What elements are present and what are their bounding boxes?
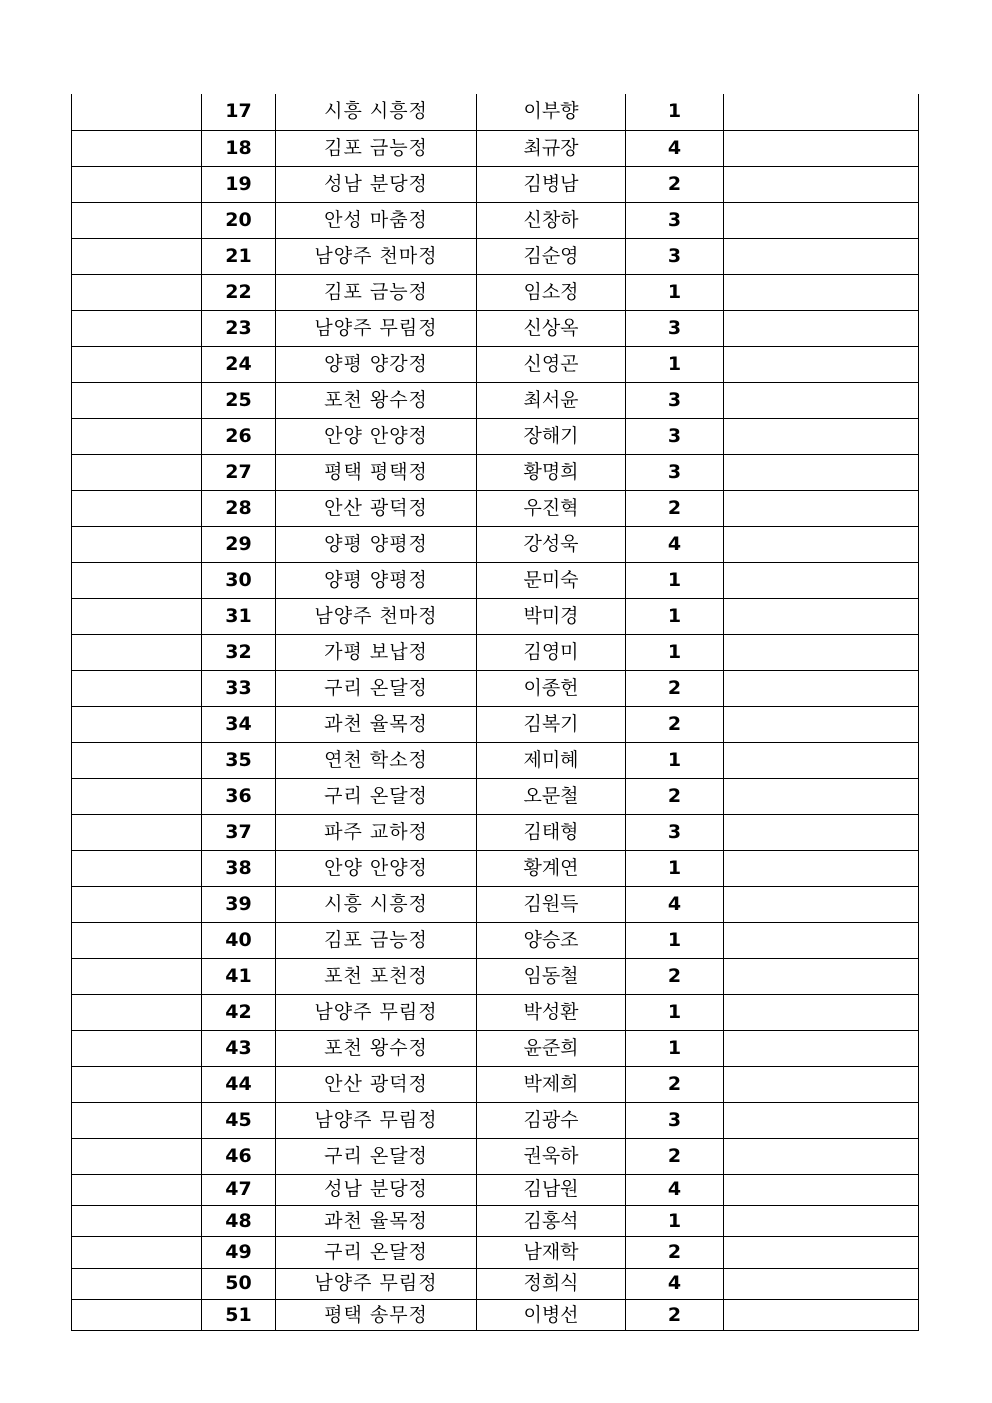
note-cell: [724, 562, 919, 598]
count-cell: 3: [626, 454, 724, 490]
name-cell: 김병남: [477, 166, 626, 202]
location-cell: 양평 양평정: [276, 562, 477, 598]
count-cell: 1: [626, 598, 724, 634]
blank-cell: [72, 130, 202, 166]
blank-cell: [72, 274, 202, 310]
note-cell: [724, 1138, 919, 1174]
table-row: [72, 94, 919, 130]
name-cell: 강성욱: [477, 526, 626, 562]
table-row: [72, 634, 919, 670]
blank-cell: [72, 598, 202, 634]
name-cell: 김복기: [477, 706, 626, 742]
note-cell: [724, 490, 919, 526]
note-cell: [724, 1300, 919, 1331]
blank-cell: [72, 778, 202, 814]
blank-cell: [72, 886, 202, 922]
table-row: [72, 562, 919, 598]
note-cell: [724, 166, 919, 202]
row-number-cell: 20: [202, 202, 276, 238]
row-number-cell: 31: [202, 598, 276, 634]
table-row: [72, 778, 919, 814]
location-cell: 남양주 무림정: [276, 310, 477, 346]
note-cell: [724, 814, 919, 850]
blank-cell: [72, 202, 202, 238]
row-number-cell: 25: [202, 382, 276, 418]
name-cell: 문미숙: [477, 562, 626, 598]
blank-cell: [72, 922, 202, 958]
blank-cell: [72, 1138, 202, 1174]
table-row: [72, 922, 919, 958]
location-cell: 과천 율목정: [276, 1205, 477, 1236]
row-number-cell: 42: [202, 994, 276, 1030]
table-row: [72, 418, 919, 454]
location-cell: 김포 금능정: [276, 922, 477, 958]
row-number-cell: 27: [202, 454, 276, 490]
table-row: [72, 958, 919, 994]
name-cell: 남재학: [477, 1237, 626, 1268]
row-number-cell: 51: [202, 1300, 276, 1331]
row-number-cell: 24: [202, 346, 276, 382]
name-cell: 장해기: [477, 418, 626, 454]
row-number-cell: 34: [202, 706, 276, 742]
count-cell: 3: [626, 1102, 724, 1138]
table-row: [72, 1138, 919, 1174]
location-cell: 시흥 시흥정: [276, 94, 477, 130]
row-number-cell: 45: [202, 1102, 276, 1138]
location-cell: 포천 왕수정: [276, 1030, 477, 1066]
note-cell: [724, 1237, 919, 1268]
name-cell: 김원득: [477, 886, 626, 922]
blank-cell: [72, 382, 202, 418]
note-cell: [724, 202, 919, 238]
blank-cell: [72, 1237, 202, 1268]
table-row: [72, 1237, 919, 1268]
table-row: [72, 1102, 919, 1138]
location-cell: 김포 금능정: [276, 130, 477, 166]
blank-cell: [72, 526, 202, 562]
blank-cell: [72, 490, 202, 526]
count-cell: 2: [626, 1066, 724, 1102]
count-cell: 4: [626, 1268, 724, 1299]
location-cell: 안양 안양정: [276, 418, 477, 454]
name-cell: 김영미: [477, 634, 626, 670]
blank-cell: [72, 454, 202, 490]
count-cell: 2: [626, 1138, 724, 1174]
blank-cell: [72, 1030, 202, 1066]
note-cell: [724, 850, 919, 886]
table-row: [72, 130, 919, 166]
row-number-cell: 28: [202, 490, 276, 526]
row-number-cell: 37: [202, 814, 276, 850]
row-number-cell: 36: [202, 778, 276, 814]
location-cell: 가평 보납정: [276, 634, 477, 670]
name-cell: 임소정: [477, 274, 626, 310]
location-cell: 성남 분당정: [276, 1174, 477, 1205]
note-cell: [724, 778, 919, 814]
count-cell: 1: [626, 562, 724, 598]
note-cell: [724, 382, 919, 418]
blank-cell: [72, 1268, 202, 1299]
count-cell: 3: [626, 814, 724, 850]
count-cell: 3: [626, 418, 724, 454]
name-cell: 권욱하: [477, 1138, 626, 1174]
blank-cell: [72, 670, 202, 706]
name-cell: 최서윤: [477, 382, 626, 418]
row-number-cell: 29: [202, 526, 276, 562]
location-cell: 김포 금능정: [276, 274, 477, 310]
note-cell: [724, 130, 919, 166]
name-cell: 이병선: [477, 1300, 626, 1331]
note-cell: [724, 526, 919, 562]
note-cell: [724, 1174, 919, 1205]
location-cell: 구리 온달정: [276, 670, 477, 706]
note-cell: [724, 454, 919, 490]
location-cell: 남양주 무림정: [276, 1102, 477, 1138]
count-cell: 2: [626, 958, 724, 994]
blank-cell: [72, 1066, 202, 1102]
location-cell: 시흥 시흥정: [276, 886, 477, 922]
name-cell: 신상옥: [477, 310, 626, 346]
location-cell: 평택 평택정: [276, 454, 477, 490]
count-cell: 1: [626, 1030, 724, 1066]
row-number-cell: 47: [202, 1174, 276, 1205]
note-cell: [724, 94, 919, 130]
count-cell: 2: [626, 670, 724, 706]
table-row: [72, 670, 919, 706]
note-cell: [724, 1102, 919, 1138]
row-number-cell: 23: [202, 310, 276, 346]
note-cell: [724, 238, 919, 274]
name-cell: 이종헌: [477, 670, 626, 706]
note-cell: [724, 310, 919, 346]
name-cell: 김순영: [477, 238, 626, 274]
location-cell: 남양주 천마정: [276, 238, 477, 274]
note-cell: [724, 1205, 919, 1236]
name-cell: 임동철: [477, 958, 626, 994]
row-number-cell: 46: [202, 1138, 276, 1174]
table-row: [72, 1030, 919, 1066]
name-cell: 정희식: [477, 1268, 626, 1299]
table-row: [72, 742, 919, 778]
note-cell: [724, 346, 919, 382]
blank-cell: [72, 814, 202, 850]
blank-cell: [72, 562, 202, 598]
blank-cell: [72, 742, 202, 778]
row-number-cell: 41: [202, 958, 276, 994]
count-cell: 2: [626, 1237, 724, 1268]
table-row: [72, 1066, 919, 1102]
table-row: [72, 490, 919, 526]
name-cell: 황계연: [477, 850, 626, 886]
location-cell: 성남 분당정: [276, 166, 477, 202]
table-row: [72, 346, 919, 382]
blank-cell: [72, 238, 202, 274]
table-row: [72, 886, 919, 922]
blank-cell: [72, 310, 202, 346]
location-cell: 구리 온달정: [276, 1138, 477, 1174]
count-cell: 3: [626, 310, 724, 346]
table-row: [72, 1268, 919, 1299]
name-cell: 최규장: [477, 130, 626, 166]
row-number-cell: 30: [202, 562, 276, 598]
roster-table-body: [72, 94, 919, 1331]
note-cell: [724, 958, 919, 994]
row-number-cell: 39: [202, 886, 276, 922]
name-cell: 양승조: [477, 922, 626, 958]
location-cell: 포천 포천정: [276, 958, 477, 994]
row-number-cell: 26: [202, 418, 276, 454]
name-cell: 이부향: [477, 94, 626, 130]
name-cell: 오문철: [477, 778, 626, 814]
table-row: [72, 310, 919, 346]
name-cell: 김태형: [477, 814, 626, 850]
location-cell: 양평 양평정: [276, 526, 477, 562]
table-row: [72, 706, 919, 742]
count-cell: 2: [626, 778, 724, 814]
row-number-cell: 32: [202, 634, 276, 670]
name-cell: 신영곤: [477, 346, 626, 382]
table-row: [72, 526, 919, 562]
count-cell: 4: [626, 1174, 724, 1205]
row-number-cell: 33: [202, 670, 276, 706]
location-cell: 파주 교하정: [276, 814, 477, 850]
row-number-cell: 21: [202, 238, 276, 274]
name-cell: 신창하: [477, 202, 626, 238]
note-cell: [724, 1268, 919, 1299]
note-cell: [724, 1066, 919, 1102]
row-number-cell: 48: [202, 1205, 276, 1236]
location-cell: 안산 광덕정: [276, 1066, 477, 1102]
row-number-cell: 40: [202, 922, 276, 958]
name-cell: 박미경: [477, 598, 626, 634]
count-cell: 3: [626, 238, 724, 274]
row-number-cell: 18: [202, 130, 276, 166]
note-cell: [724, 922, 919, 958]
count-cell: 1: [626, 994, 724, 1030]
note-cell: [724, 598, 919, 634]
blank-cell: [72, 706, 202, 742]
roster-table: [71, 94, 919, 1331]
count-cell: 2: [626, 166, 724, 202]
table-row: [72, 850, 919, 886]
count-cell: 2: [626, 1300, 724, 1331]
blank-cell: [72, 166, 202, 202]
blank-cell: [72, 1102, 202, 1138]
name-cell: 박성환: [477, 994, 626, 1030]
note-cell: [724, 274, 919, 310]
row-number-cell: 38: [202, 850, 276, 886]
table-row: [72, 1300, 919, 1331]
row-number-cell: 43: [202, 1030, 276, 1066]
name-cell: 황명희: [477, 454, 626, 490]
blank-cell: [72, 1174, 202, 1205]
row-number-cell: 35: [202, 742, 276, 778]
row-number-cell: 22: [202, 274, 276, 310]
table-row: [72, 202, 919, 238]
blank-cell: [72, 1205, 202, 1236]
note-cell: [724, 886, 919, 922]
name-cell: 김광수: [477, 1102, 626, 1138]
row-number-cell: 17: [202, 94, 276, 130]
table-row: [72, 1174, 919, 1205]
blank-cell: [72, 994, 202, 1030]
blank-cell: [72, 1300, 202, 1331]
count-cell: 1: [626, 94, 724, 130]
count-cell: 1: [626, 346, 724, 382]
count-cell: 4: [626, 526, 724, 562]
note-cell: [724, 994, 919, 1030]
name-cell: 박제희: [477, 1066, 626, 1102]
note-cell: [724, 670, 919, 706]
name-cell: 윤준희: [477, 1030, 626, 1066]
location-cell: 구리 온달정: [276, 778, 477, 814]
table-row: [72, 598, 919, 634]
blank-cell: [72, 634, 202, 670]
name-cell: 김남원: [477, 1174, 626, 1205]
blank-cell: [72, 418, 202, 454]
count-cell: 1: [626, 850, 724, 886]
count-cell: 1: [626, 634, 724, 670]
count-cell: 1: [626, 922, 724, 958]
note-cell: [724, 742, 919, 778]
count-cell: 1: [626, 1205, 724, 1236]
count-cell: 4: [626, 886, 724, 922]
name-cell: 김홍석: [477, 1205, 626, 1236]
blank-cell: [72, 94, 202, 130]
location-cell: 남양주 무림정: [276, 994, 477, 1030]
location-cell: 남양주 무림정: [276, 1268, 477, 1299]
note-cell: [724, 634, 919, 670]
table-row: [72, 382, 919, 418]
location-cell: 연천 학소정: [276, 742, 477, 778]
row-number-cell: 44: [202, 1066, 276, 1102]
location-cell: 구리 온달정: [276, 1237, 477, 1268]
table-row: [72, 814, 919, 850]
count-cell: 3: [626, 382, 724, 418]
count-cell: 2: [626, 706, 724, 742]
note-cell: [724, 706, 919, 742]
count-cell: 3: [626, 202, 724, 238]
location-cell: 남양주 천마정: [276, 598, 477, 634]
table-row: [72, 274, 919, 310]
blank-cell: [72, 850, 202, 886]
count-cell: 1: [626, 274, 724, 310]
note-cell: [724, 1030, 919, 1066]
row-number-cell: 49: [202, 1237, 276, 1268]
table-row: [72, 994, 919, 1030]
count-cell: 1: [626, 742, 724, 778]
table-row: [72, 166, 919, 202]
name-cell: 우진혁: [477, 490, 626, 526]
location-cell: 포천 왕수정: [276, 382, 477, 418]
location-cell: 양평 양강정: [276, 346, 477, 382]
row-number-cell: 50: [202, 1268, 276, 1299]
location-cell: 과천 율목정: [276, 706, 477, 742]
blank-cell: [72, 346, 202, 382]
location-cell: 안성 마춤정: [276, 202, 477, 238]
row-number-cell: 19: [202, 166, 276, 202]
note-cell: [724, 418, 919, 454]
table-row: [72, 1205, 919, 1236]
blank-cell: [72, 958, 202, 994]
count-cell: 4: [626, 130, 724, 166]
location-cell: 평택 송무정: [276, 1300, 477, 1331]
table-row: [72, 454, 919, 490]
location-cell: 안산 광덕정: [276, 490, 477, 526]
count-cell: 2: [626, 490, 724, 526]
name-cell: 제미혜: [477, 742, 626, 778]
table-row: [72, 238, 919, 274]
location-cell: 안양 안양정: [276, 850, 477, 886]
